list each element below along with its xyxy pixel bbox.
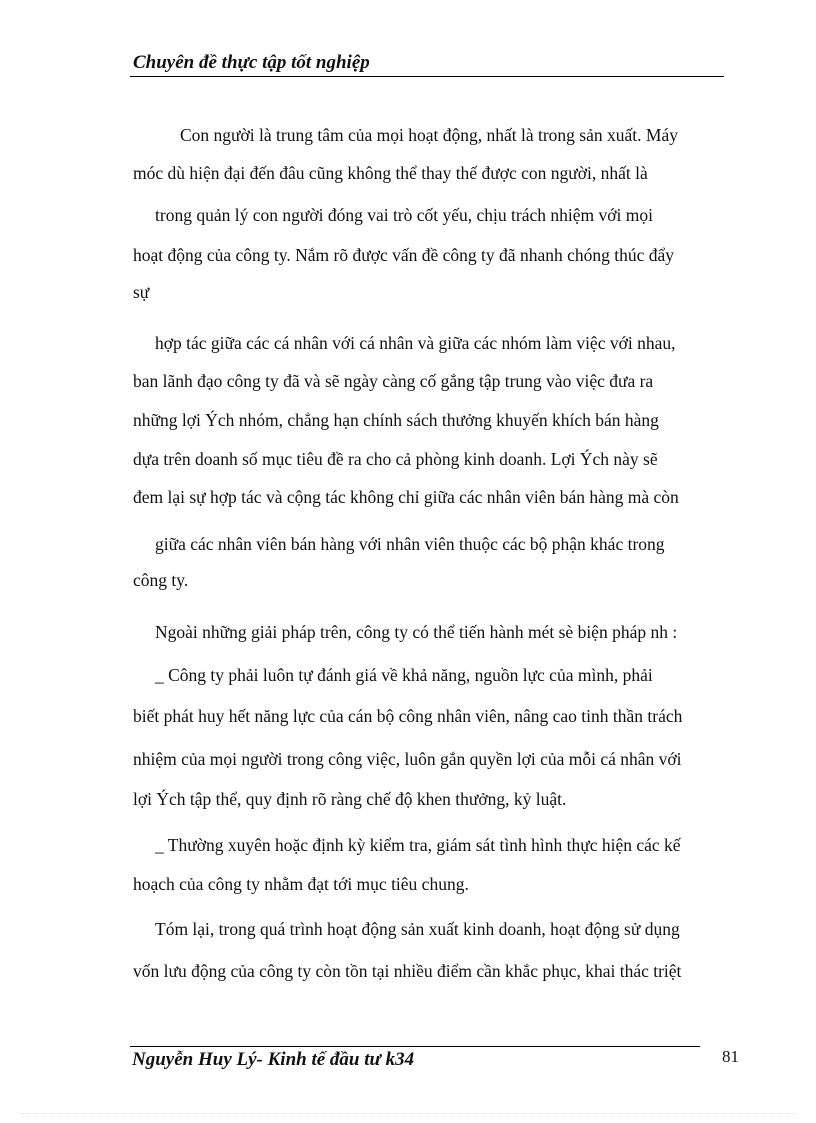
text-line: đem lại sự hợp tác và cộng tác không chỉ giữa các nhân viên bán hàng mà còn: [133, 487, 679, 507]
text-line: _ Công ty phải luôn tự đánh giá về khả năng, nguồn lực của mình, phải: [155, 665, 653, 685]
page-number: 81: [722, 1047, 739, 1066]
text-line: móc dù hiện đại đến đâu cũng không thể thay thế được con người, nhất là: [133, 163, 648, 183]
text-line: Ngoài những giải pháp trên, công ty có thể tiến hành mét sè biện pháp nh :: [155, 622, 678, 642]
text-line: Con người là trung tâm của mọi hoạt động, nhất là trong sản xuất. Máy: [180, 125, 678, 145]
text-line: ban lãnh đạo công ty đã và sẽ ngày càng cố gắng tập trung vào việc đưa ra: [133, 371, 654, 391]
text-line: _ Thường xuyên hoặc định kỳ kiểm tra, giám sát tình hình thực hiện các kế: [155, 835, 681, 855]
text-line: giữa các nhân viên bán hàng với nhân viên thuộc các bộ phận khác trong: [155, 534, 665, 554]
text-line: hoạch của công ty nhằm đạt tới mục tiêu chung.: [133, 874, 469, 894]
text-line: hoạt động của công ty. Nắm rõ được vấn đề công ty đã nhanh chóng thúc đẩy: [133, 245, 674, 265]
text-line: biết phát huy hết năng lực của cán bộ công nhân viên, nâng cao tinh thần trách: [133, 706, 683, 726]
page-edge-divider: [20, 1113, 796, 1114]
footer-author: Nguyễn Huy Lý- Kinh tế đầu tư k34: [132, 1049, 415, 1070]
text-line: Tóm lại, trong quá trình hoạt động sản xuất kinh doanh, hoạt động sử dụng: [155, 919, 680, 939]
header-rule: [130, 76, 724, 77]
text-line: sự: [133, 282, 150, 302]
text-line: lợi Ých tập thể, quy định rõ ràng chế độ khen thưởng, kỷ luật.: [133, 789, 567, 809]
text-line: trong quản lý con người đóng vai trò cốt yếu, chịu trách nhiệm với mọi: [155, 205, 653, 225]
text-line: hợp tác giữa các cá nhân với cá nhân và giữa các nhóm làm việc với nhau,: [155, 333, 676, 353]
text-line: nhiệm của mọi người trong công việc, luôn gắn quyền lợi của mỗi cá nhân với: [133, 749, 682, 769]
running-header-title: Chuyên đề thực tập tốt nghiệp: [133, 52, 370, 73]
text-line: dựa trên doanh số mục tiêu đề ra cho cả phòng kinh doanh. Lợi Ých này sẽ: [133, 449, 658, 469]
text-line: vốn lưu động của công ty còn tồn tại nhiều điểm cần khắc phục, khai thác triệt: [133, 961, 682, 981]
text-line: công ty.: [133, 570, 189, 590]
footer-rule: [130, 1046, 700, 1047]
text-line: những lợi Ých nhóm, chẳng hạn chính sách thưởng khuyến khích bán hàng: [133, 410, 659, 430]
